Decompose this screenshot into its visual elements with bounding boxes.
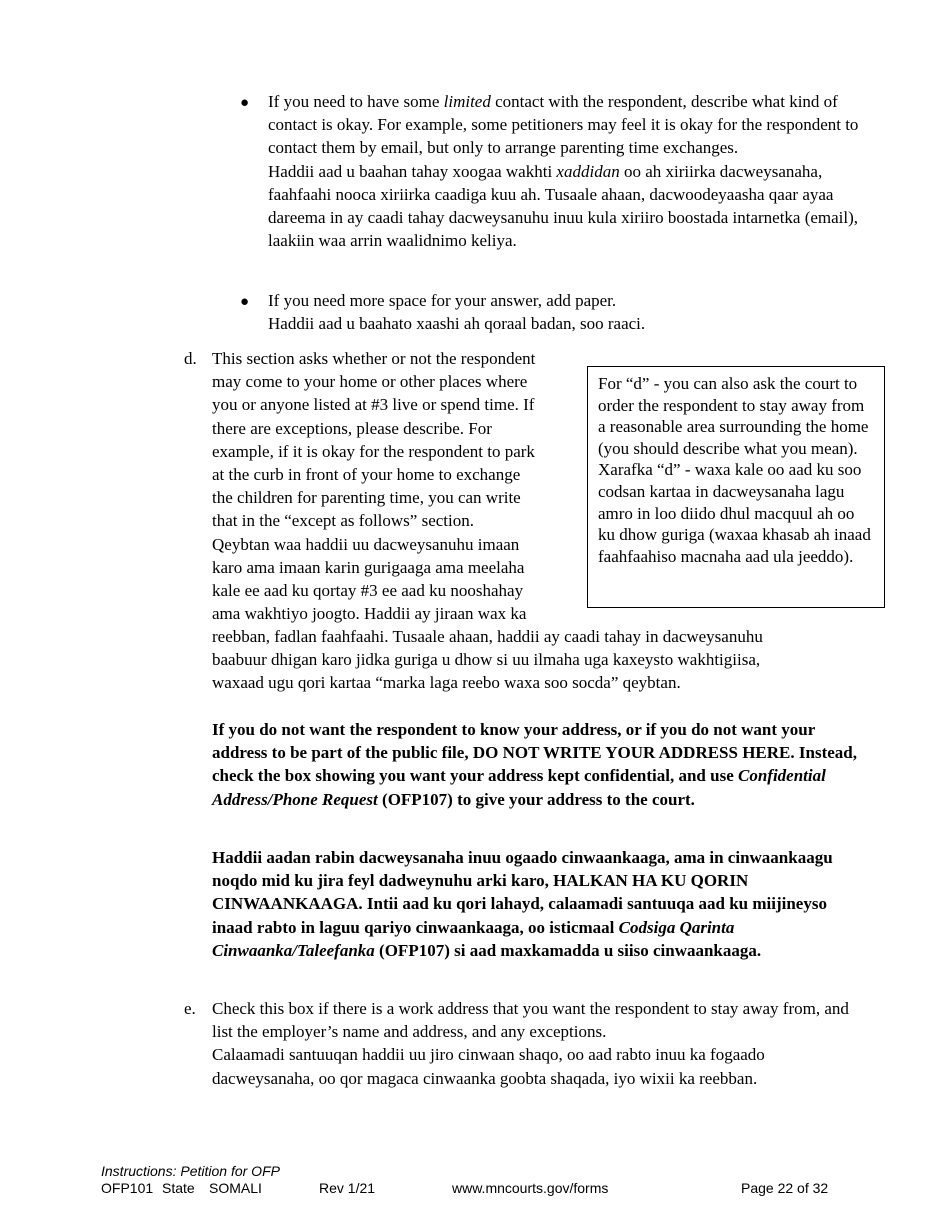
section-d-text-continued: [212, 625, 862, 695]
footer-url-link[interactable]: www.mncourts.gov/forms: [452, 1180, 609, 1196]
section-d-line: there are exceptions, please describe. For: [212, 418, 492, 438]
section-d-line: karo ama imaan karin gurigaaga ama meelaha: [212, 557, 525, 577]
section-d-line: may come to your home or other places where: [212, 372, 528, 392]
footer-state: State: [162, 1180, 195, 1196]
footer-form-code: OFP101: [101, 1180, 154, 1196]
section-d-line: at the curb in front of your home to exchange: [212, 465, 521, 485]
section-d-line: Qeybtan waa haddii uu dacweysanuhu imaan: [212, 534, 520, 554]
section-e-text: [212, 997, 862, 1090]
section-d-line: baabuur dhigan karo jidka guriga u dhow si uu ilmaha uga kaxeysto wakhtigiisa,: [212, 650, 761, 670]
address-warning-so: Haddii aadan rabin dacweysanaha inuu ogaado cinwaankaaga, ama in cinwaankaagu noqdo mid ku jira feyl dadweynuhu arki karo, HALKAN HA KU QORIN CINWAANKAAGA. Intii aad ku qori lahayd, calaamadi santuuqa aad ku miijineyso inaad rabto in laguu qariyo cinwaankaaga, oo isticmaal Codsiga Qarinta Cinwaanka/Taleefanka (OFP107) si aad maxkamadda u siiso cinwaankaaga.: [212, 848, 833, 960]
section-d-text: [212, 347, 582, 625]
section-d-line: waxaad ugu qori kartaa “marka laga reebo waxa soo socda” qeybtan.: [212, 673, 681, 693]
bullet-limited-contact-so: Haddii aad u baahan tahay xoogaa wakhti xaddidan oo ah xiriirka dacweysanaha, faahfaahi nooca xiriirka caadiga kuu ah. Tusaale ahaan, dacwoodeyaasha qaar ayaa dareema in ay caadi tahay dacweysanuhu inuu kula xiriiro boostada intarnetka (email), laakiin waa arrin waalidnimo keliya.: [268, 161, 859, 251]
bullet-limited-contact: [268, 90, 868, 252]
section-d-line: that in the “except as follows” section.: [212, 511, 474, 531]
note-box: [587, 366, 885, 608]
section-d-line: This section asks whether or not the respondent: [212, 349, 536, 368]
note-box-en: For “d” - you can also ask the court to order the respondent to stay away from a reasonable area surrounding the home (you should describe what you mean).: [598, 374, 869, 458]
footer-language: SOMALI: [209, 1180, 262, 1196]
address-warning-en: If you do not want the respondent to know your address, or if you do not want your address to be part of the public file, DO NOT WRITE YOUR ADDRESS HERE. Instead, check the box showing you want your address kept confidential, and use Confidential Address/Phone Request (OFP107) to give your address to the court.: [212, 720, 857, 809]
section-d-line: example, if it is okay for the respondent to park: [212, 441, 535, 461]
note-box-so: Xarafka “d” - waxa kale oo aad ku soo codsan kartaa in dacweysanaha lagu amro in loo diido dhul macquul ah oo ku dhow guriga (waxaa khasab ah inaad faahfaahiso macnaha aad ula jeeddo).: [598, 460, 871, 566]
bullet-more-space: [268, 289, 868, 335]
section-d-line: kale ee aad ku qortay #3 ee aad ku nooshahay: [212, 581, 524, 601]
bullet-marker: ●: [240, 294, 250, 310]
bullet-limited-contact-en: If you need to have some limited contact with the respondent, describe what kind of contact is okay. For example, some petitioners may feel it is okay for the respondent to contact them by email, but only to arrange parenting time exchanges.: [268, 92, 859, 158]
section-d-line: ama wakhtiyo joogto. Haddii ay jiraan wax ka: [212, 604, 527, 624]
bullet-more-space-so: Haddii aad u baahato xaashi ah qoraal badan, soo raaci.: [268, 314, 646, 334]
section-d-label: d.: [184, 349, 197, 368]
bullet-marker: ●: [240, 95, 250, 111]
section-e-en: Check this box if there is a work address that you want the respondent to stay away from, and list the employer’s name and address, and any exceptions.: [212, 999, 849, 1042]
bullet-more-space-en: If you need more space for your answer, add paper.: [268, 291, 617, 310]
section-e-label: e.: [184, 999, 196, 1018]
footer-page-number: Page 22 of 32: [741, 1180, 829, 1196]
section-d-line: the children for parenting time, you can write: [212, 488, 521, 508]
section-d-line: reebban, fadlan faahfaahi. Tusaale ahaan, haddii ay caadi tahay in dacweysanuhu: [212, 627, 763, 646]
section-d-line: you or anyone listed at #3 live or spend time. If: [212, 395, 535, 415]
footer-revision: Rev 1/21: [319, 1180, 376, 1196]
section-e-so: Calaamadi santuuqan haddii uu jiro cinwaan shaqo, oo aad rabto inuu ka fogaado dacweysanaha, oo qor magaca cinwaanka goobta shaqada, iyo wixii ka reebban.: [212, 1045, 765, 1088]
footer-title: Instructions: Petition for OFP: [101, 1163, 280, 1179]
